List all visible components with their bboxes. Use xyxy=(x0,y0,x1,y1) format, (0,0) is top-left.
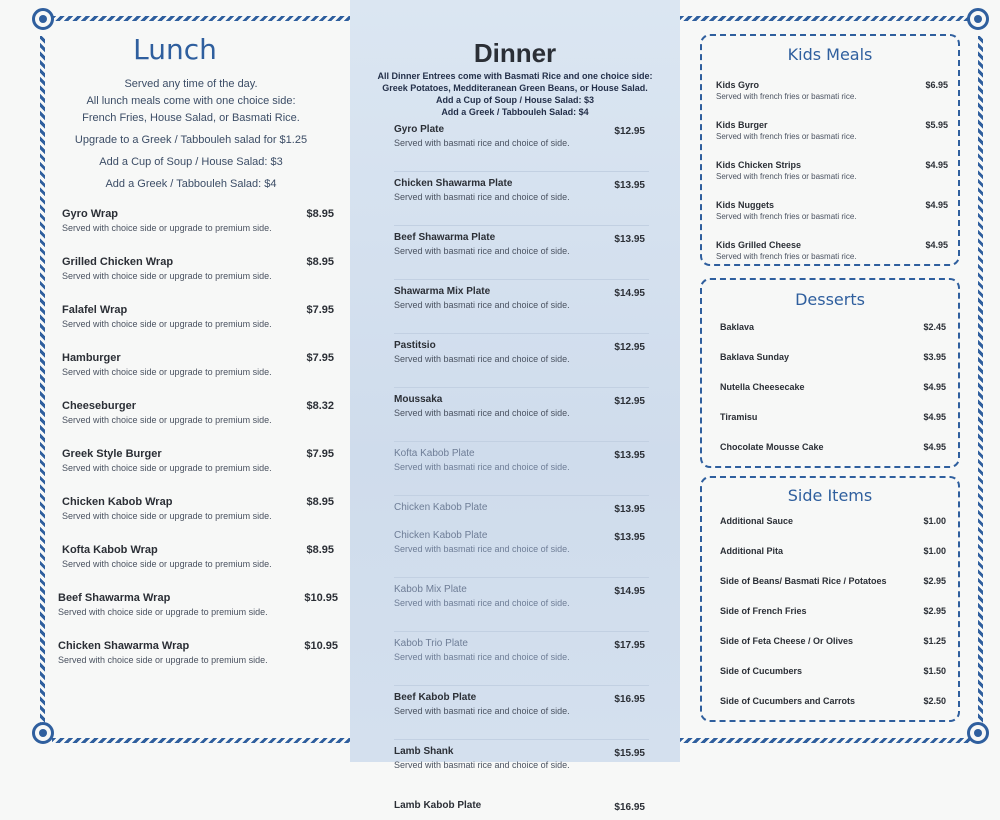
item-price: $2.45 xyxy=(923,322,946,332)
side-item xyxy=(720,696,946,726)
kids-item xyxy=(716,200,948,240)
item-name: Chocolate Mousse Cake xyxy=(720,442,824,452)
item-price: $4.95 xyxy=(923,442,946,452)
bottom-rope-border-left xyxy=(52,738,350,743)
item-description: Served with french fries or basmati rice. xyxy=(716,132,857,141)
item-price: $2.50 xyxy=(923,696,946,706)
item-price: $2.95 xyxy=(923,606,946,616)
item-price: $14.95 xyxy=(614,586,645,597)
dessert-item xyxy=(720,382,946,412)
item-price: $14.95 xyxy=(614,288,645,299)
lunch-item xyxy=(58,640,340,688)
item-price: $4.95 xyxy=(923,382,946,392)
item-price: $4.95 xyxy=(925,200,948,210)
lunch-item xyxy=(62,448,340,496)
item-name: Kids Gyro xyxy=(716,80,760,90)
lunch-item xyxy=(62,256,340,304)
item-price: $12.95 xyxy=(614,396,645,407)
item-price: $13.95 xyxy=(614,532,645,543)
item-name: Gyro Wrap xyxy=(62,208,119,220)
item-name: Additional Pita xyxy=(720,546,783,556)
item-description: Served with basmati rice and choice of side. xyxy=(394,138,570,148)
kids-item xyxy=(716,80,948,120)
dinner-item xyxy=(394,340,649,388)
lunch-item xyxy=(62,544,340,592)
item-price: $4.95 xyxy=(925,160,948,170)
dessert-item xyxy=(720,412,946,442)
lunch-intro-line: French Fries, House Salad, or Basmati Rice. xyxy=(82,112,300,124)
kids-meals-box xyxy=(700,34,960,266)
item-description: Served with choice side or upgrade to premium side. xyxy=(62,559,272,569)
item-description: Served with french fries or basmati rice. xyxy=(716,172,857,181)
item-name: Beef Shawarma Plate xyxy=(394,232,496,243)
lunch-intro-line: All lunch meals come with one choice side: xyxy=(86,95,296,107)
desserts-box xyxy=(700,278,960,468)
kids-items xyxy=(716,80,948,280)
item-price: $10.95 xyxy=(304,640,338,652)
dinner-item xyxy=(394,124,649,172)
dessert-item xyxy=(720,322,946,352)
dinner-item xyxy=(394,800,649,820)
item-name: Beef Shawarma Wrap xyxy=(58,592,171,604)
item-price: $8.95 xyxy=(306,496,334,508)
item-description: Served with choice side or upgrade to premium side. xyxy=(58,655,268,665)
item-price: $7.95 xyxy=(306,304,334,316)
kids-item xyxy=(716,120,948,160)
dinner-intro xyxy=(372,70,658,118)
item-description: Served with basmati rice and choice of side. xyxy=(394,300,570,310)
dinner-item xyxy=(394,502,649,530)
item-price: $6.95 xyxy=(925,80,948,90)
side-item xyxy=(720,606,946,636)
item-price: $1.25 xyxy=(923,636,946,646)
dessert-item xyxy=(720,352,946,382)
lunch-item xyxy=(62,208,340,256)
lunch-intro-line: Upgrade to a Greek / Tabbouleh salad for $1.25 xyxy=(74,134,308,146)
item-description: Served with basmati rice and choice of side. xyxy=(394,192,570,202)
item-name: Kofta Kabob Wrap xyxy=(62,544,158,556)
lunch-intro xyxy=(60,74,322,194)
item-price: $8.95 xyxy=(306,208,334,220)
kids-meals-title: Kids Meals xyxy=(787,45,873,64)
item-description: Served with french fries or basmati rice. xyxy=(716,252,857,261)
item-name: Nutella Cheesecake xyxy=(720,382,805,392)
item-price: $5.95 xyxy=(925,120,948,130)
top-rope-border-right xyxy=(680,16,970,21)
item-price: $16.95 xyxy=(614,802,645,813)
dinner-item xyxy=(394,394,649,442)
dinner-title: Dinner xyxy=(473,38,557,68)
item-price: $13.95 xyxy=(614,234,645,245)
lunch-item xyxy=(62,352,340,400)
side-items-title: Side Items xyxy=(787,486,873,505)
item-price: $1.00 xyxy=(923,516,946,526)
item-description: Served with choice side or upgrade to premium side. xyxy=(62,415,272,425)
item-name: Kids Grilled Cheese xyxy=(716,240,802,250)
item-description: Served with basmati rice and choice of side. xyxy=(394,598,570,608)
item-description: Served with choice side or upgrade to premium side. xyxy=(62,463,272,473)
corner-ring-icon xyxy=(967,722,989,744)
item-name: Greek Style Burger xyxy=(62,448,162,460)
side-item xyxy=(720,576,946,606)
dinner-item xyxy=(394,530,649,578)
side-item xyxy=(720,636,946,666)
item-description: Served with basmati rice and choice of side. xyxy=(394,544,570,554)
item-description: Served with choice side or upgrade to premium side. xyxy=(58,607,268,617)
item-price: $2.95 xyxy=(923,576,946,586)
item-name: Kabob Trio Plate xyxy=(394,638,468,649)
item-price: $1.00 xyxy=(923,546,946,556)
lunch-intro-line: Add a Greek / Tabbouleh Salad: $4 xyxy=(105,178,277,190)
item-name: Gyro Plate xyxy=(394,124,445,135)
item-name: Chicken Shawarma Plate xyxy=(394,178,513,189)
dinner-item xyxy=(394,286,649,334)
item-name: Side of Feta Cheese / Or Olives xyxy=(720,636,854,646)
item-name: Falafel Wrap xyxy=(62,304,128,316)
item-price: $7.95 xyxy=(306,352,334,364)
item-name: Side of Beans/ Basmati Rice / Potatoes xyxy=(720,576,887,586)
dinner-item xyxy=(394,692,649,740)
item-description: Served with choice side or upgrade to premium side. xyxy=(62,319,272,329)
item-name: Baklava Sunday xyxy=(720,352,790,362)
lunch-item xyxy=(58,592,340,640)
bottom-rope-border-right xyxy=(680,738,970,743)
item-name: Kabob Mix Plate xyxy=(394,584,467,595)
item-name: Chicken Shawarma Wrap xyxy=(58,640,190,652)
item-description: Served with basmati rice and choice of side. xyxy=(394,354,570,364)
item-name: Pastitsio xyxy=(394,340,436,351)
item-price: $13.95 xyxy=(614,180,645,191)
item-price: $4.95 xyxy=(923,412,946,422)
item-name: Grilled Chicken Wrap xyxy=(62,256,174,268)
item-price: $13.95 xyxy=(614,504,645,515)
item-name: Kids Chicken Strips xyxy=(716,160,802,170)
dinner-intro-line: Greek Potatoes, Medditeranean Green Beans, or House Salad. xyxy=(382,83,648,93)
side-item xyxy=(720,516,946,546)
lunch-item xyxy=(62,496,340,544)
side-items-box xyxy=(700,476,960,722)
item-description: Served with basmati rice and choice of side. xyxy=(394,760,570,770)
item-name: Moussaka xyxy=(394,394,443,405)
item-description: Served with basmati rice and choice of side. xyxy=(394,246,570,256)
dinner-intro-line: All Dinner Entrees come with Basmati Rice and one choice side: xyxy=(377,71,653,81)
side-item xyxy=(720,546,946,576)
item-description: Served with french fries or basmati rice. xyxy=(716,212,857,221)
item-name: Kids Nuggets xyxy=(716,200,775,210)
item-name: Hamburger xyxy=(62,352,121,364)
item-name: Chicken Kabob Plate xyxy=(394,530,488,541)
corner-ring-icon xyxy=(32,8,54,30)
item-description: Served with french fries or basmati rice. xyxy=(716,92,857,101)
item-description: Served with choice side or upgrade to premium side. xyxy=(62,271,272,281)
dinner-items xyxy=(394,124,649,820)
dinner-intro-line: Add a Cup of Soup / House Salad: $3 xyxy=(435,95,594,105)
item-price: $15.95 xyxy=(614,748,645,759)
desserts-items xyxy=(720,322,946,472)
lunch-items xyxy=(58,208,340,688)
item-name: Additional Sauce xyxy=(720,516,794,526)
desserts-title: Desserts xyxy=(795,290,865,309)
item-name: Beef Kabob Plate xyxy=(394,692,477,703)
item-name: Side of Cucumbers xyxy=(720,666,803,676)
item-price: $8.95 xyxy=(306,256,334,268)
item-price: $12.95 xyxy=(614,342,645,353)
item-name: Cheeseburger xyxy=(62,400,136,412)
item-price: $17.95 xyxy=(614,640,645,651)
kids-item xyxy=(716,160,948,200)
item-price: $10.95 xyxy=(304,592,338,604)
lunch-item xyxy=(62,400,340,448)
item-name: Kids Burger xyxy=(716,120,768,130)
dinner-intro-line: Add a Greek / Tabbouleh Salad: $4 xyxy=(441,107,589,117)
item-description: Served with choice side or upgrade to premium side. xyxy=(62,511,272,521)
item-description: Served with basmati rice and choice of side. xyxy=(394,652,570,662)
left-rope-border xyxy=(40,36,45,726)
item-description: Served with choice side or upgrade to premium side. xyxy=(62,223,272,233)
lunch-intro-line: Add a Cup of Soup / House Salad: $3 xyxy=(99,156,283,168)
lunch-title: Lunch xyxy=(133,33,217,66)
dinner-item xyxy=(394,178,649,226)
side-item xyxy=(720,666,946,696)
side-items xyxy=(720,516,946,726)
item-name: Chicken Kabob Wrap xyxy=(62,496,173,508)
item-name: Baklava xyxy=(720,322,755,332)
item-description: Served with choice side or upgrade to premium side. xyxy=(62,367,272,377)
item-price: $4.95 xyxy=(925,240,948,250)
item-name: Side of Cucumbers and Carrots xyxy=(720,696,856,706)
item-name: Chicken Kabob Plate xyxy=(394,502,488,513)
lunch-item xyxy=(62,304,340,352)
item-price: $12.95 xyxy=(614,126,645,137)
item-name: Shawarma Mix Plate xyxy=(394,286,491,297)
right-rope-border xyxy=(978,36,983,726)
item-price: $1.50 xyxy=(923,666,946,676)
dinner-item xyxy=(394,232,649,280)
dinner-item xyxy=(394,448,649,496)
top-rope-border-left xyxy=(52,16,350,21)
item-description: Served with basmati rice and choice of side. xyxy=(394,408,570,418)
dinner-item xyxy=(394,584,649,632)
item-price: $13.95 xyxy=(614,450,645,461)
item-name: Side of French Fries xyxy=(720,606,807,616)
item-description: Served with basmati rice and choice of side. xyxy=(394,462,570,472)
dessert-item xyxy=(720,442,946,472)
dinner-item xyxy=(394,746,649,794)
lunch-intro-line: Served any time of the day. xyxy=(124,78,258,90)
kids-item xyxy=(716,240,948,280)
item-name: Lamb Kabob Plate xyxy=(394,800,482,811)
item-description: Served with basmati rice and choice of side. xyxy=(394,706,570,716)
item-price: $16.95 xyxy=(614,694,645,705)
item-price: $8.95 xyxy=(306,544,334,556)
corner-ring-icon xyxy=(967,8,989,30)
corner-ring-icon xyxy=(32,722,54,744)
item-name: Lamb Shank xyxy=(394,746,454,757)
item-price: $7.95 xyxy=(306,448,334,460)
item-name: Kofta Kabob Plate xyxy=(394,448,475,459)
item-price: $3.95 xyxy=(923,352,946,362)
item-name: Tiramisu xyxy=(720,412,758,422)
item-price: $8.32 xyxy=(306,400,334,412)
dinner-item xyxy=(394,638,649,686)
